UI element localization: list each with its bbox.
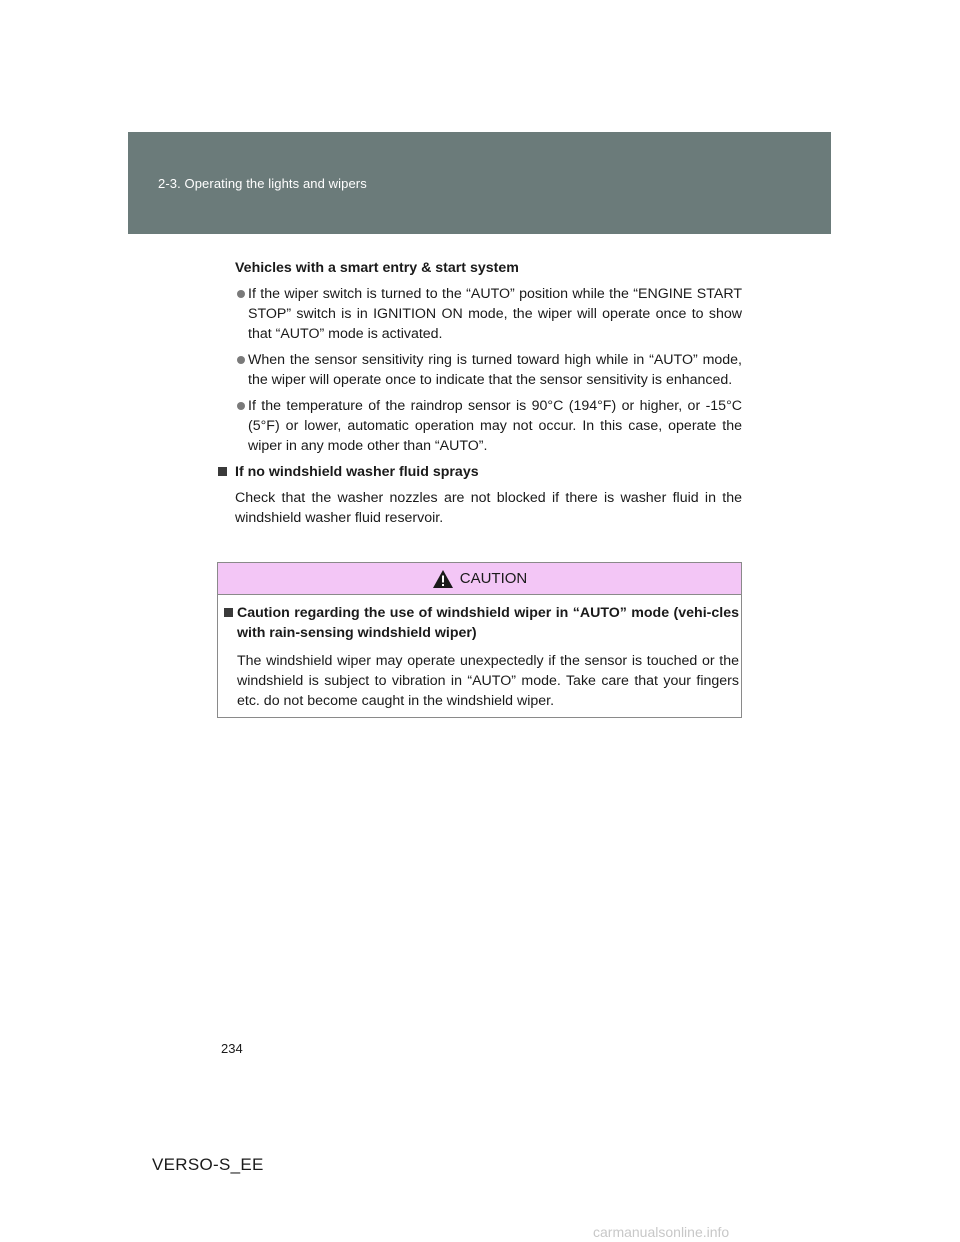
caution-title	[224, 603, 739, 643]
bullet-item	[218, 396, 742, 456]
warning-triangle-icon	[432, 569, 454, 589]
caution-box	[217, 562, 742, 718]
bullet-dot-icon	[237, 290, 245, 298]
watermark: carmanualsonline.info	[593, 1224, 730, 1240]
main-content	[218, 258, 742, 528]
section-heading	[218, 462, 742, 482]
caution-text: The windshield wiper may operate unexpectedly if the sensor is touched or the windshield is subject to vibration in “AUTO” mode. Take care that your fingers etc. do not become caught in the windshield wiper.	[237, 653, 739, 709]
bullet-text: If the temperature of the raindrop sensor is 90°C (194°F) or higher, or -15°C (5°F) or lower, automatic operation may not occur. In this case, operate the wiper in any mode other than “AUTO”.	[248, 398, 742, 454]
bullet-dot-icon	[237, 402, 245, 410]
caution-label: CAUTION	[459, 570, 528, 587]
section-header-band	[128, 132, 831, 234]
caution-title-text: Caution regarding the use of windshield wiper in “AUTO” mode (vehi-cles with rain-sensing windshield wiper)	[237, 605, 739, 641]
caution-body	[224, 603, 739, 711]
sub-heading: Vehicles with a smart entry & start system	[235, 260, 519, 276]
model-code: VERSO-S_EE	[152, 1155, 264, 1174]
bullet-dot-icon	[237, 356, 245, 364]
bullet-item	[218, 350, 742, 390]
section-paragraph: Check that the washer nozzles are not blocked if there is washer fluid in the windshield washer fluid reservoir.	[235, 490, 742, 526]
bullet-text: If the wiper switch is turned to the “AUTO” position while the “ENGINE START STOP” switch is in IGNITION ON mode, the wiper will operate once to show that “AUTO” mode is activated.	[248, 286, 742, 342]
square-bullet-icon	[224, 608, 233, 617]
bullet-item	[218, 284, 742, 344]
caution-header	[218, 563, 741, 595]
bullet-text: When the sensor sensitivity ring is turned toward high while in “AUTO” mode, the wiper will operate once to indicate that the sensor sensitivity is enhanced.	[248, 352, 742, 388]
section-title: 2-3. Operating the lights and wipers	[158, 176, 367, 191]
section-heading-text: If no windshield washer fluid sprays	[235, 464, 479, 480]
page-number: 234	[221, 1041, 243, 1056]
square-bullet-icon	[218, 467, 227, 476]
